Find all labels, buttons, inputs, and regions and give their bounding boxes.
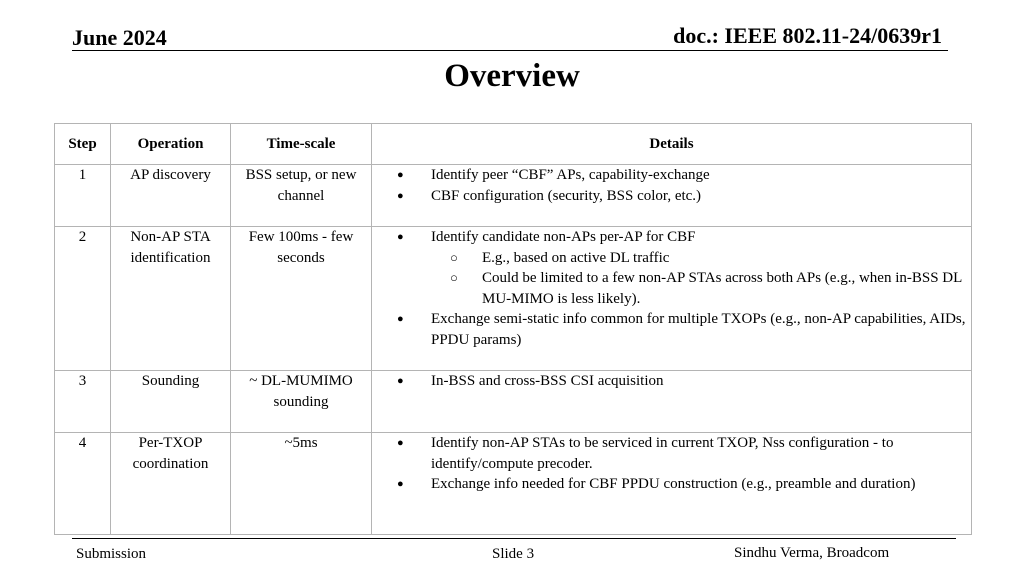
detail-bullet: ● Identify non-AP STAs to be serviced in current TXOP, Nss configuration - to identify/compute precoder. xyxy=(431,433,971,474)
table-row xyxy=(55,165,972,227)
operation-cell: Sounding xyxy=(111,371,231,433)
step-cell: 4 xyxy=(55,433,111,535)
column-header-operation: Operation xyxy=(111,124,231,165)
detail-bullet: ● In-BSS and cross-BSS CSI acquisition xyxy=(431,371,971,392)
column-header-step: Step xyxy=(55,124,111,165)
column-header-timescale: Time-scale xyxy=(231,124,372,165)
operation-cell: Non-AP STA identification xyxy=(111,227,231,371)
detail-bullet: ● Exchange semi-static info common for multiple TXOPs (e.g., non-AP capabilities, AIDs, PPDU params) xyxy=(431,309,971,350)
details-cell xyxy=(372,371,972,433)
details-cell xyxy=(372,433,972,535)
timescale-cell: Few 100ms - few seconds xyxy=(231,227,372,371)
table-row xyxy=(55,227,972,371)
header-date: June 2024 xyxy=(72,25,167,50)
slide-title: Overview xyxy=(444,58,580,94)
step-cell: 1 xyxy=(55,165,111,227)
footer-submission: Submission xyxy=(76,546,147,562)
table-header-row xyxy=(55,124,972,165)
timescale-cell: BSS setup, or new channel xyxy=(231,165,372,227)
detail-sub-bullet: ○ E.g., based on active DL traffic xyxy=(482,248,971,269)
step-cell: 3 xyxy=(55,371,111,433)
detail-bullet: ● Exchange info needed for CBF PPDU construction (e.g., preamble and duration) xyxy=(431,474,971,495)
step-cell: 2 xyxy=(55,227,111,371)
overview-table xyxy=(54,123,972,535)
timescale-cell: ~ DL-MUMIMO sounding xyxy=(231,371,372,433)
footer-rule xyxy=(72,538,956,539)
details-cell xyxy=(372,165,972,227)
detail-bullet: ● Identify peer “CBF” APs, capability-exchange xyxy=(431,165,971,186)
column-header-details: Details xyxy=(372,124,972,165)
operation-cell: AP discovery xyxy=(111,165,231,227)
detail-sub-bullet: ○ Could be limited to a few non-AP STAs across both APs (e.g., when in-BSS DL MU-MIMO is less likely). xyxy=(482,268,971,309)
details-cell xyxy=(372,227,972,371)
header-rule xyxy=(72,50,948,51)
table-row xyxy=(55,371,972,433)
timescale-cell: ~5ms xyxy=(231,433,372,535)
detail-bullet: ● CBF configuration (security, BSS color, etc.) xyxy=(431,186,971,207)
footer-author: Sindhu Verma, Broadcom xyxy=(734,545,890,561)
operation-cell: Per-TXOP coordination xyxy=(111,433,231,535)
footer-slide-number: Slide 3 xyxy=(492,546,535,562)
detail-bullet xyxy=(431,227,971,309)
table-row xyxy=(55,433,972,535)
header-doc-id: doc.: IEEE 802.11-24/0639r1 xyxy=(673,23,942,48)
detail-bullet-text: Identify candidate non-APs per-AP for CBF xyxy=(431,229,696,245)
